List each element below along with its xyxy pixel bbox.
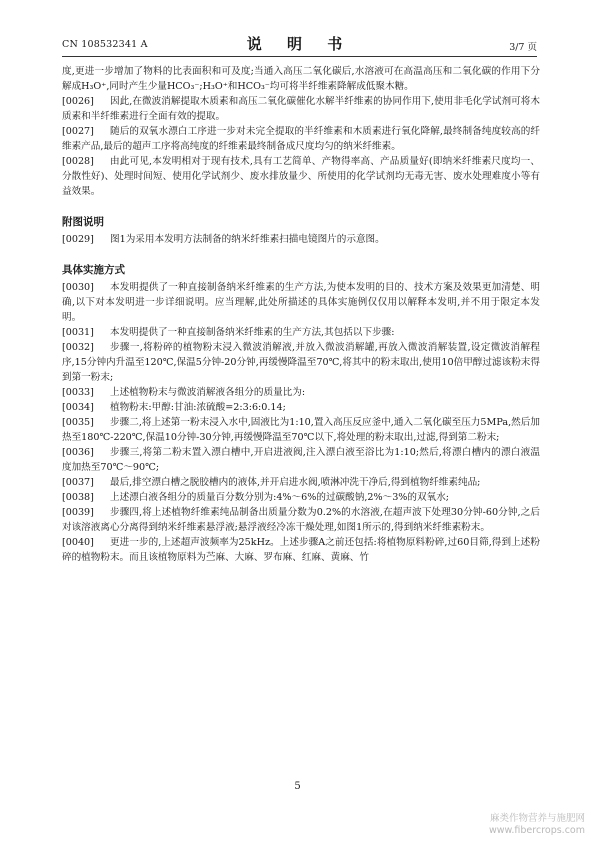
paragraph-text: 上述漂白液各组分的质量百分数分别为:4%～6%的过碳酸钠,2%～3%的双氧水; bbox=[110, 492, 450, 503]
paragraph-text: 步骤四,将上述植物纤维素纯品制备出质量分数为0.2%的水溶液,在超声波下处理30分钟-60分钟,之后对该溶液离心分离得到纳米纤维素悬浮液;悬浮液经冷冻干燥处理,如图1所示的,得到纳米纤维素粉末。 bbox=[62, 507, 540, 533]
section-heading-embodiments: 具体实施方式 bbox=[62, 264, 125, 276]
paragraph-number: [0030] bbox=[62, 282, 94, 293]
paragraph-number: [0039] bbox=[62, 507, 94, 518]
paragraph-0029 bbox=[62, 232, 540, 247]
watermark bbox=[489, 813, 585, 837]
paragraph-text: 随后的双氧水漂白工序进一步对未完全提取的半纤维素和木质素进行氧化降解,最终制备纯度较高的纤维素产品,最后的超声工序将高纯度的纤维素最终制备成尺度均匀的纳米纤维素。 bbox=[62, 126, 540, 152]
paragraph-text: 上述植物粉末与微波消解液各组分的质量比为: bbox=[110, 387, 306, 398]
paragraph-text: 更进一步的,上述超声波频率为25kHz。上述步骤A之前还包括:将植物原料粉碎,过60目筛,得到上述粉碎的植物粉末。而且该植物原料为苎麻、大麻、罗布麻、红麻、黄麻、竹 bbox=[62, 537, 540, 563]
paragraph-text: 步骤一,将粉碎的植物粉末浸入微波消解液,并放入微波消解罐,再放入微波消解装置,设定微波消解程序,15分钟内升温至120℃,保温5分钟-20分钟,再缓慢降温至70℃,将其中的粉末取出,使用10倍甲醇过滤该粉末得到第一粉末; bbox=[62, 342, 540, 383]
paragraph-number: [0037] bbox=[62, 477, 94, 488]
paragraph-text: 由此可见,本发明相对于现有技术,具有工艺简单、产物得率高、产品质量好(即纳米纤维素尺度均一、分散性好)、处理时间短、使用化学试剂少、废水排放量少、所使用的化学试剂均无毒无害、废水处理难度小等有益效果。 bbox=[62, 156, 540, 197]
paragraph-0038 bbox=[62, 490, 540, 505]
paragraph-number: [0035] bbox=[62, 417, 94, 428]
paragraph-number: [0028] bbox=[62, 156, 94, 167]
paragraph-text: 最后,排空漂白槽之脱胶槽内的液体,并开启进水阀,喷淋冲洗干净后,得到植物纤维素纯品; bbox=[110, 477, 481, 488]
section-heading-drawings: 附图说明 bbox=[62, 216, 104, 228]
paragraph-0035 bbox=[62, 415, 540, 445]
paragraph-text: 度,更进一步增加了物料的比表面积和可及度;当通入高压二氧化碳后,水溶液可在高温高压和二氧化碳的作用下分解成H₃O⁺,同时产生少量HCO₃⁻;H₃O⁺和HCO₃⁻均可将半纤维素降解成低聚木糖。 bbox=[62, 66, 540, 92]
watermark-title: 麻类作物营养与施肥网 bbox=[489, 813, 585, 824]
paragraph-0039 bbox=[62, 505, 540, 535]
paragraph-number: [0026] bbox=[62, 96, 94, 107]
intro-paragraph bbox=[62, 64, 540, 94]
paragraph-number: [0032] bbox=[62, 342, 94, 353]
paragraph-number: [0036] bbox=[62, 447, 94, 458]
paragraph-0034 bbox=[62, 400, 540, 415]
paragraph-0033 bbox=[62, 385, 540, 400]
paragraph-text: 植物粉末:甲醇:甘油:浓硫酸=2:3:6:0.14; bbox=[110, 402, 286, 413]
page-header bbox=[62, 30, 537, 52]
paragraph-number: [0027] bbox=[62, 126, 94, 137]
paragraph-0030 bbox=[62, 280, 540, 325]
paragraph-0037 bbox=[62, 475, 540, 490]
paragraph-number: [0033] bbox=[62, 387, 94, 398]
paragraph-0036 bbox=[62, 445, 540, 475]
paragraph-number: [0034] bbox=[62, 402, 94, 413]
page-indicator: 3/7 页 bbox=[509, 42, 537, 53]
paragraph-0027 bbox=[62, 124, 540, 154]
paragraph-number: [0038] bbox=[62, 492, 94, 503]
paragraph-text: 因此,在微波消解提取木质素和高压二氧化碳催化水解半纤维素的协同作用下,使用非毛化学试剂可将木质素和半纤维素进行全面有效的提取。 bbox=[62, 96, 540, 122]
paragraph-number: [0031] bbox=[62, 327, 94, 338]
paragraph-text: 步骤三,将第二粉末置入漂白槽中,开启进液阀,注入漂白液至浴比为1:10;然后,将漂白槽内的漂白液温度加热至70℃～90℃; bbox=[62, 447, 540, 473]
paragraph-0032 bbox=[62, 340, 540, 385]
paragraph-number: [0029] bbox=[62, 234, 94, 245]
paragraph-0026 bbox=[62, 94, 540, 124]
publication-number: CN 108532341 A bbox=[62, 39, 148, 50]
paragraph-text: 本发明提供了一种直接制备纳米纤维素的生产方法,其包括以下步骤: bbox=[110, 327, 395, 338]
paragraph-number: [0040] bbox=[62, 537, 94, 548]
header-divider bbox=[62, 56, 537, 57]
page-number: 5 bbox=[294, 781, 301, 792]
paragraph-0031 bbox=[62, 325, 540, 340]
paragraph-text: 本发明提供了一种直接制备纳米纤维素的生产方法,为使本发明的目的、技术方案及效果更加清楚、明确,以下对本发明进一步详细说明。应当理解,此处所描述的具体实施例仅仅用以解释本发明,并不用于限定本发明。 bbox=[62, 282, 540, 323]
document-title: 说 明 书 bbox=[246, 35, 353, 53]
paragraph-0028 bbox=[62, 154, 540, 199]
paragraph-text: 图1为采用本发明方法制备的纳米纤维素扫描电镜图片的示意图。 bbox=[110, 234, 385, 245]
document-body bbox=[62, 64, 540, 565]
paragraph-text: 步骤二,将上述第一粉末浸入水中,固液比为1:10,置入高压反应釜中,通入二氧化碳至压力5MPa,然后加热至180℃-220℃,保温10分钟-30分钟,再缓慢降温至70℃以下,将处理的粉末取出,过滤,得到第二粉末; bbox=[62, 417, 540, 443]
watermark-url: www.fibercrops.com bbox=[488, 825, 585, 836]
paragraph-0040 bbox=[62, 535, 540, 565]
